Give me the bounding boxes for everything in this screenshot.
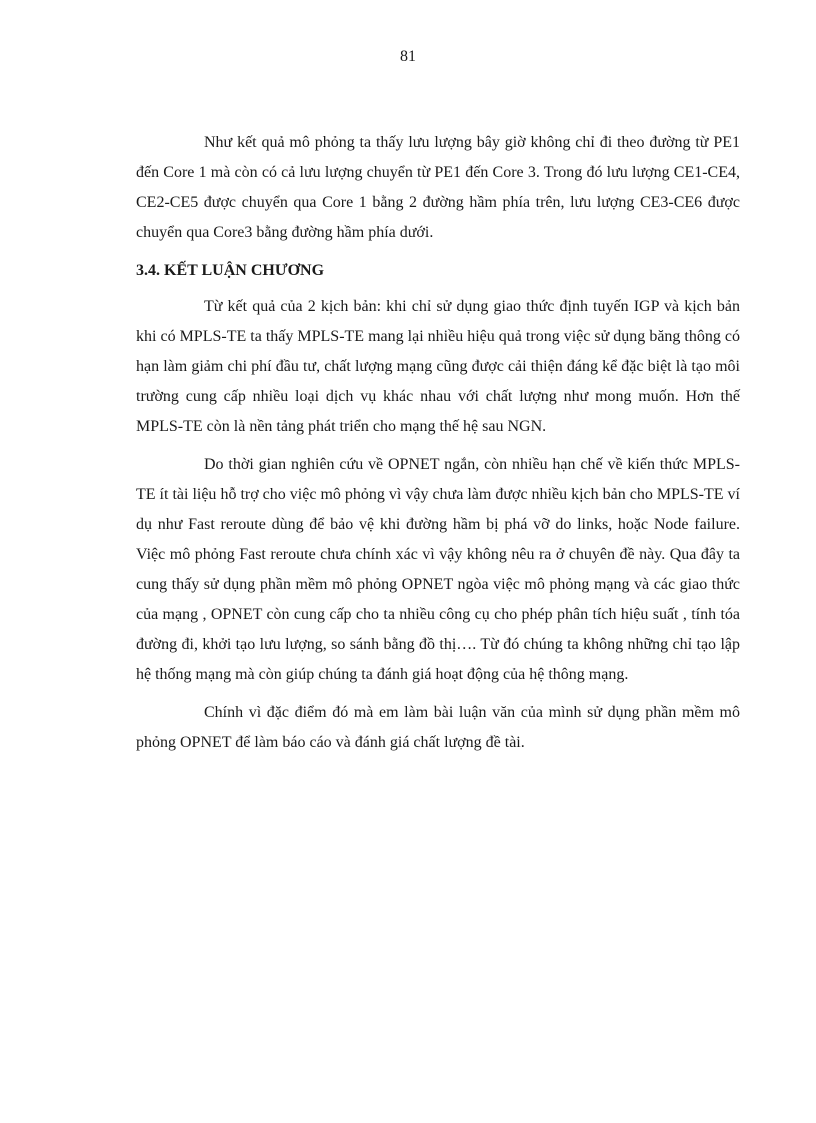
- paragraph-closing: Chính vì đặc điểm đó mà em làm bài luận văn của mình sử dụng phần mềm mô phỏng OPNET để làm báo cáo và đánh giá chất lượng đề tài.: [136, 704, 740, 751]
- page-number: 81: [400, 48, 416, 65]
- section-heading: 3.4. KẾT LUẬN CHƯƠNG: [136, 262, 325, 279]
- paragraph-simulation-result: Như kết quả mô phỏng ta thấy lưu lượng bây giờ không chỉ đi theo đường từ PE1 đến Core 1 mà còn có cả lưu lượng chuyển từ PE1 đến Core 3. Trong đó lưu lượng CE1-CE4, CE2-CE5 được chuyển qua Core 1 bằng 2 đường hầm phía trên, lưu lượng CE3-CE6 được chuyển qua Core3 bằng đường hầm phía dưới.: [136, 134, 740, 241]
- page-content: [136, 128, 740, 766]
- paragraph-limitations: Do thời gian nghiên cứu về OPNET ngắn, còn nhiều hạn chế về kiến thức MPLS-TE ít tài liệu hỗ trợ cho việc mô phỏng vì vậy chưa làm được nhiều kịch bản cho MPLS-TE ví dụ như Fast reroute dùng để bảo vệ khi đường hầm bị phá vỡ do links, hoặc Node failure. Việc mô phỏng Fast reroute chưa chính xác vì vậy không nêu ra ở chuyên đề này. Qua đây ta cung thấy sử dụng phần mềm mô phỏng OPNET ngòa việc mô phỏng mạng và các giao thức của mạng , OPNET còn cung cấp cho ta nhiều công cụ cho phép phân tích hiệu suất , tính tóa đường đi, khởi tạo lưu lượng, so sánh bằng đồ thị…. Từ đó chúng ta không những chỉ tạo lập hệ thống mạng mà còn giúp chúng ta đánh giá hoạt động của hệ thông mạng.: [136, 456, 740, 683]
- paragraph-conclusion: Từ kết quả của 2 kịch bản: khi chỉ sử dụng giao thức định tuyến IGP và kịch bản khi có MPLS-TE ta thấy MPLS-TE mang lại nhiều hiệu quả trong việc sử dụng băng thông có hạn làm giảm chi phí đầu tư, chất lượng mạng cũng được cải thiện đáng kể đặc biệt là tạo môi trường cung cấp nhiều loại dịch vụ khác nhau với chất lượng như mong muốn. Hơn thế MPLS-TE còn là nền tảng phát triển cho mạng thế hệ sau NGN.: [136, 298, 740, 435]
